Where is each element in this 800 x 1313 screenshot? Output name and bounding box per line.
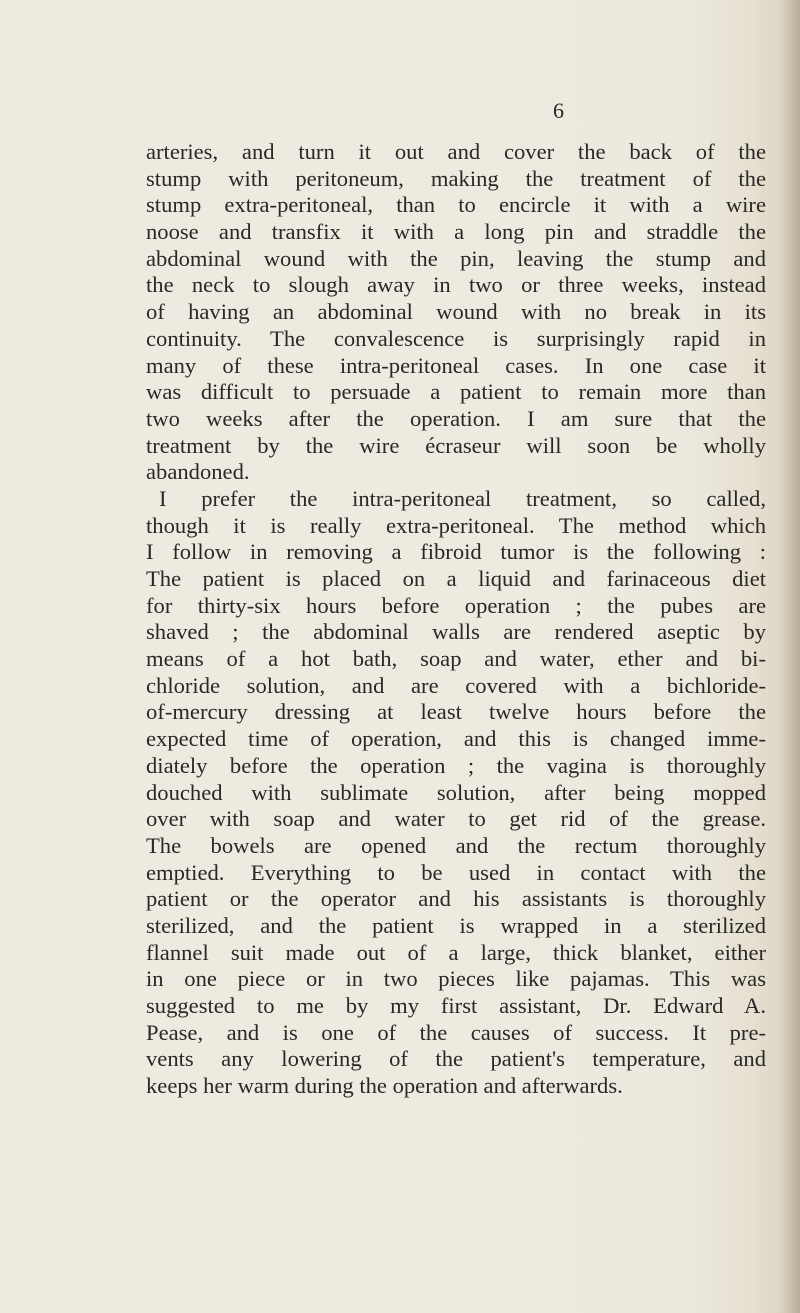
paragraph-end-line: keeps her warm during the operation and afterwards.	[146, 1073, 623, 1099]
text-line: chloride solution, and are covered with a bichloride-	[146, 672, 766, 698]
text-line: many of these intra-peritoneal cases. In one case it	[146, 352, 766, 378]
text-line: stump extra-peritoneal, than to encircle it with a wire	[146, 192, 766, 218]
text-line: noose and transfix it with a long pin and straddle the	[146, 219, 766, 245]
text-line: arteries, and turn it out and cover the back of the	[146, 139, 766, 164]
text-line: expected time of operation, and this is changed imme-	[146, 726, 766, 752]
text-line: The bowels are opened and the rectum thoroughly	[146, 832, 766, 858]
paragraph-start-line: I prefer the intra-peritoneal treatment, so called,	[159, 485, 766, 511]
text-line: I follow in removing a fibroid tumor is the following :	[146, 539, 766, 565]
text-line: over with soap and water to get rid of the grease.	[146, 806, 766, 832]
text-line: of-mercury dressing at least twelve hours before the	[146, 699, 766, 725]
text-line: of having an abdominal wound with no break in its	[146, 299, 766, 325]
text-line: stump with peritoneum, making the treatment of the	[146, 165, 766, 191]
text-line: emptied. Everything to be used in contact with the	[146, 859, 766, 885]
text-line: the neck to slough away in two or three weeks, instead	[146, 272, 766, 298]
text-line: in one piece or in two pieces like pajamas. This was	[146, 966, 766, 992]
page-number: 6	[553, 98, 564, 123]
text-line: flannel suit made out of a large, thick blanket, either	[146, 939, 766, 965]
text-line: sterilized, and the patient is wrapped in a sterilized	[146, 912, 766, 938]
text-line: Pease, and is one of the causes of success. It pre-	[146, 1019, 766, 1045]
text-line: though it is really extra-peritoneal. The method which	[146, 512, 766, 538]
text-line: for thirty-six hours before operation ; the pubes are	[146, 592, 766, 618]
text-line: two weeks after the operation. I am sure that the	[146, 405, 766, 431]
text-line: continuity. The convalescence is surprisingly rapid in	[146, 325, 766, 351]
page-edge-shadow	[778, 0, 800, 1313]
body-text	[146, 139, 766, 1100]
text-line: patient or the operator and his assistants is thoroughly	[146, 886, 766, 912]
text-line: treatment by the wire écraseur will soon be wholly	[146, 432, 766, 458]
text-line: abdominal wound with the pin, leaving the stump and	[146, 245, 766, 271]
text-line: The patient is placed on a liquid and farinaceous diet	[146, 566, 766, 591]
text-line: diately before the operation ; the vagina is thoroughly	[146, 752, 766, 778]
text-line: vents any lowering of the patient's temperature, and	[146, 1046, 766, 1072]
paragraph-end-line: abandoned.	[146, 459, 250, 485]
text-line: douched with sublimate solution, after being mopped	[146, 779, 766, 805]
text-line: was difficult to persuade a patient to remain more than	[146, 379, 766, 405]
text-line: means of a hot bath, soap and water, ether and bi-	[146, 646, 766, 672]
text-line: suggested to me by my first assistant, Dr. Edward A.	[146, 993, 766, 1018]
text-line: shaved ; the abdominal walls are rendered aseptic by	[146, 619, 766, 645]
